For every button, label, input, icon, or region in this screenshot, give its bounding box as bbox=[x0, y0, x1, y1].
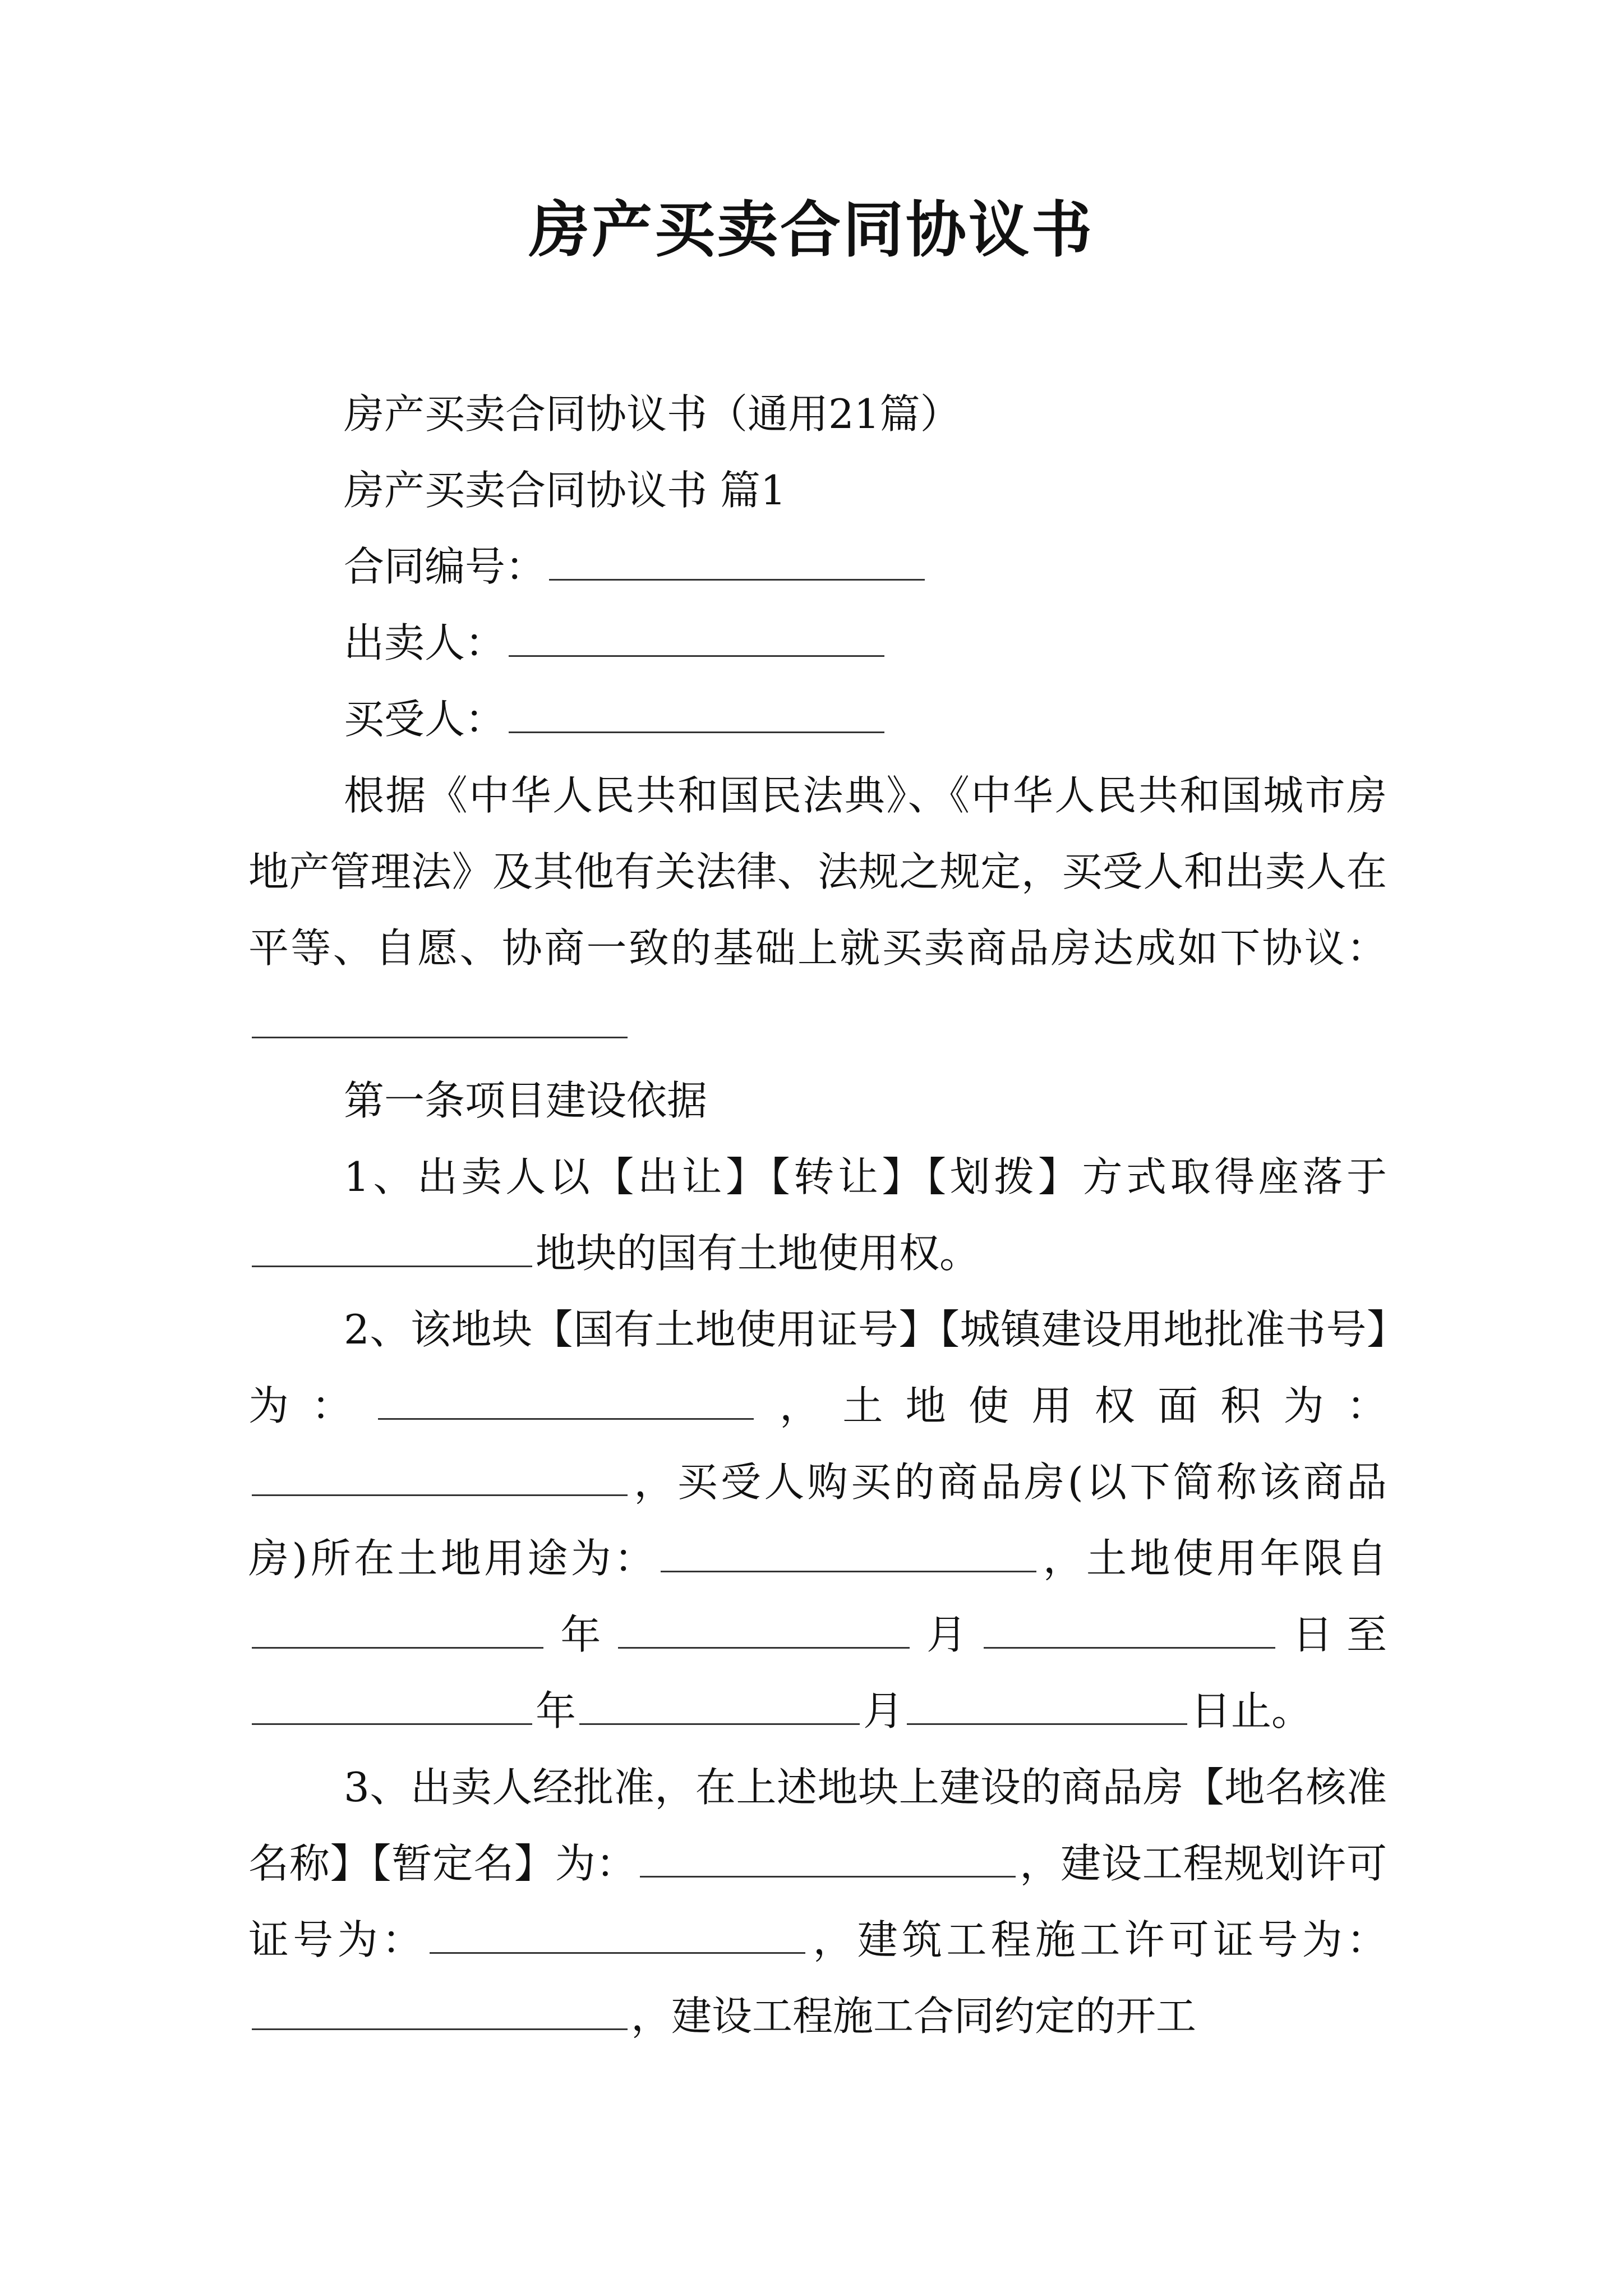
clause-3-paragraph bbox=[248, 1749, 1387, 2054]
start-year-blank bbox=[252, 1616, 543, 1649]
contract-number-line bbox=[248, 528, 1387, 605]
article-1-heading: 第一条项目建设依据 bbox=[344, 1077, 708, 1124]
intro-paragraph bbox=[248, 757, 1387, 1062]
subtitle-line: 房产买卖合同协议书（通用21篇） bbox=[344, 390, 961, 438]
clause-3-text-c: ，建筑工程施工许可证号为： bbox=[809, 1916, 1387, 1963]
clause-2-text-c: ，买受人购买的商品房(以下简称该商品房)所在土地用途为： bbox=[248, 1458, 1387, 1582]
land-location-blank bbox=[252, 1234, 532, 1267]
clause-1-paragraph bbox=[248, 1139, 1387, 1291]
clause-1-text-b: 地块的国有土地使用权。 bbox=[536, 1230, 980, 1277]
clause-2-paragraph bbox=[248, 1291, 1387, 1749]
chapter-heading: 房产买卖合同协议书 篇1 bbox=[344, 467, 786, 514]
day-end-label: 日止。 bbox=[1191, 1687, 1312, 1734]
land-area-blank bbox=[252, 1463, 628, 1496]
clause-3-text-a: 3、出卖人经批准，在上述地块上建设的商品房【地名核准名称】【暂定名】为： bbox=[248, 1764, 1387, 1887]
clause-2-text-d: ，土地使用年限自 bbox=[1040, 1535, 1387, 1582]
start-month-blank bbox=[618, 1616, 910, 1649]
buyer-label: 买受人： bbox=[344, 696, 506, 743]
day-to-label: 日至 bbox=[1279, 1611, 1387, 1658]
land-use-blank bbox=[661, 1539, 1036, 1572]
end-year-blank bbox=[252, 1692, 532, 1725]
document-title: 房产买卖合同协议书 bbox=[528, 195, 1094, 265]
end-year-label: 年 bbox=[536, 1687, 577, 1734]
project-name-blank bbox=[640, 1844, 1016, 1878]
seller-line bbox=[248, 605, 1387, 681]
intro-text: 根据《中华人民共和国民法典》、《中华人民共和国城市房地产管理法》及其他有关法律、法规之规定，买受人和出卖人在平等、自愿、协商一致的基础上就买卖商品房达成如下协议： bbox=[248, 772, 1387, 972]
document-body bbox=[248, 376, 1387, 2054]
contract-number-blank bbox=[549, 547, 925, 581]
end-month-label: 月 bbox=[863, 1687, 904, 1734]
buyer-line bbox=[248, 681, 1387, 757]
clause-2-text-b: ，土地使用权面积为： bbox=[757, 1382, 1387, 1429]
seller-label: 出卖人： bbox=[344, 619, 506, 666]
clause-1-text-a: 1、出卖人以【出让】【转让】【划拨】方式取得座落于 bbox=[344, 1153, 1387, 1200]
clause-3-text-d: ，建设工程施工合同约定的开工 bbox=[631, 1993, 1197, 2040]
construction-permit-blank bbox=[252, 1997, 628, 2030]
intro-blank bbox=[252, 1005, 628, 1038]
seller-blank bbox=[509, 624, 884, 657]
contract-number-label: 合同编号： bbox=[344, 543, 546, 590]
start-day-blank bbox=[984, 1616, 1275, 1649]
planning-permit-blank bbox=[430, 1921, 805, 1954]
end-day-blank bbox=[907, 1692, 1187, 1725]
start-year-label: 年 bbox=[547, 1611, 615, 1658]
clause-2-text-a: 2、该地块【国有土地使用证号】【城镇建设用地批准书号】为： bbox=[248, 1306, 1387, 1429]
clause-3-text-b: ，建设工程规划许可证号为： bbox=[248, 1840, 1387, 1963]
end-month-blank bbox=[579, 1692, 860, 1725]
start-month-label: 月 bbox=[912, 1611, 981, 1658]
buyer-blank bbox=[509, 700, 884, 733]
land-certificate-blank bbox=[378, 1387, 754, 1420]
